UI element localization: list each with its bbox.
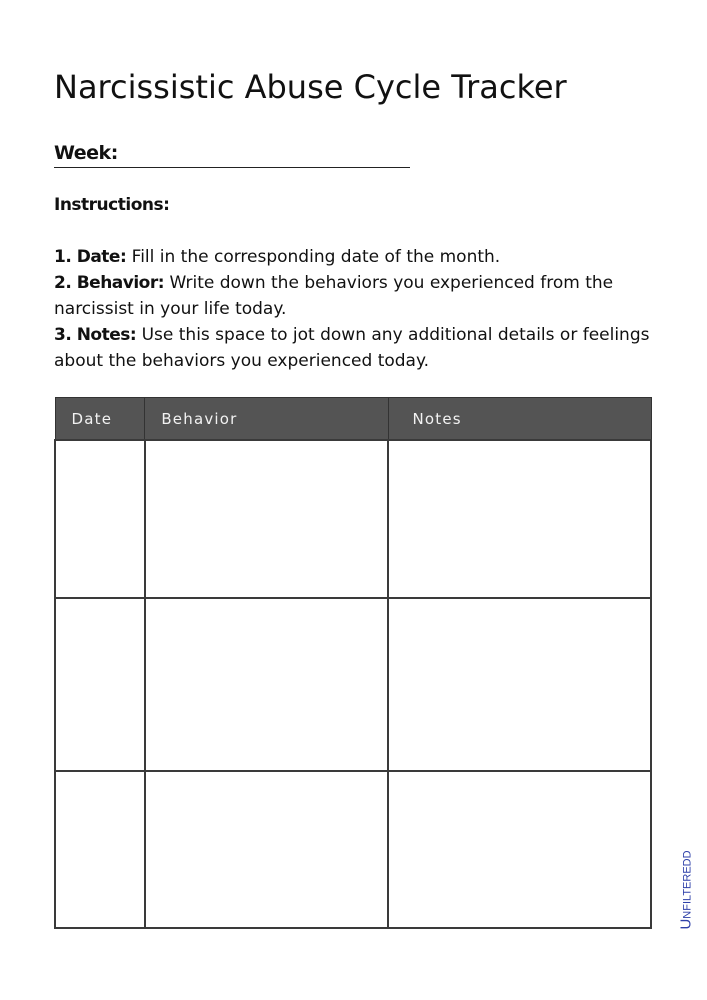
date-cell[interactable] [55,598,145,771]
instruction-label: 1. Date: [54,247,127,267]
instruction-text: Use this space to jot down any additional details or feelings about the behaviors you experienced today. [54,325,650,371]
behavior-cell[interactable] [145,771,388,928]
notes-cell[interactable] [388,771,651,928]
instruction-item [54,322,654,374]
notes-cell[interactable] [388,598,651,771]
logo-text: UNFILTEREDD [677,850,695,930]
page-title: Narcissistic Abuse Cycle Tracker [54,68,567,106]
table-row [55,598,651,771]
behavior-cell[interactable] [145,598,388,771]
instructions-heading: Instructions: [54,195,170,215]
notes-cell[interactable] [388,440,651,598]
tracker-table [54,397,652,929]
behavior-cell[interactable] [145,440,388,598]
week-field[interactable] [54,142,410,168]
instruction-text: Fill in the corresponding date of the month. [126,247,501,267]
header-date: Date [55,398,145,441]
instruction-text: Write down the behaviors you experienced from the narcissist in your life today. [54,273,614,319]
date-cell[interactable] [55,440,145,598]
instructions-list [54,244,654,374]
date-cell[interactable] [55,771,145,928]
instruction-item [54,244,654,270]
brand-logo [676,850,696,930]
instruction-item [54,270,654,322]
instruction-label: 3. Notes: [54,325,137,345]
table-header-row [55,398,651,441]
header-notes: Notes [388,398,651,441]
instruction-label: 2. Behavior: [54,273,165,293]
table-row [55,440,651,598]
table-row [55,771,651,928]
header-behavior: Behavior [145,398,388,441]
week-label: Week: [54,142,118,164]
